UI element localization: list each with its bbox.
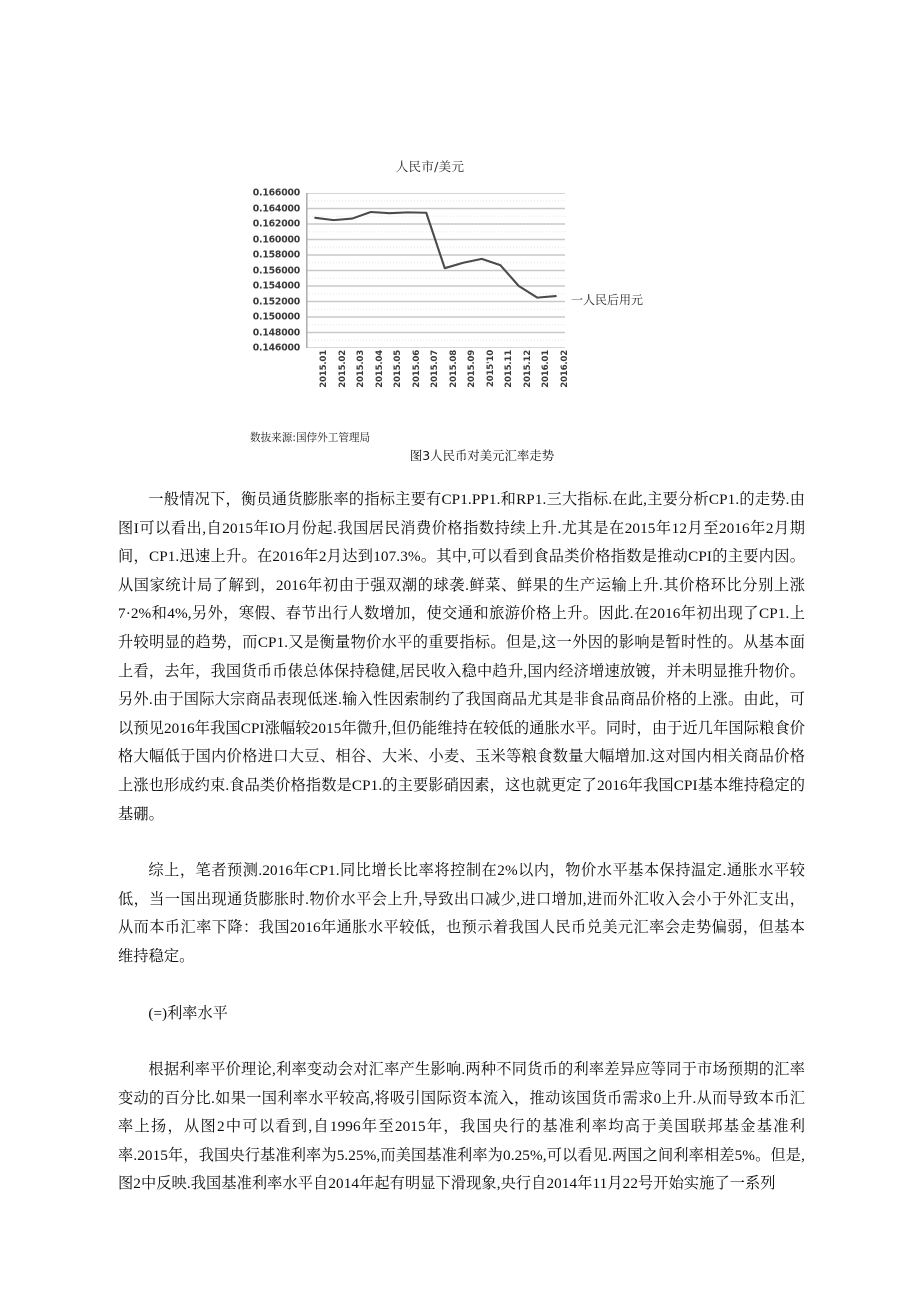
paragraph-cpi-analysis: 一般情况下，衡员通货膨胀率的指标主要有CP1.PP1.和RP1.三大指标.在此,主要分析CP1.的走势.由图I可以看出,自2015年IO月份起.我国居民消费价格指数持续上升.尤其是在2015年12月至2016年2月期间，CP1.迅速上升。在2016年2月达到107.3%。其中,可以看到食品类价格指数是推动CPI的主要内因。从国家统计局了解到，2016年初由于强双潮的球袭.鲜菜、鲜果的生产运输上升.其价格环比分别上涨7·2%和4%,另外，寒假、春节出行人数增加，使交通和旅游价格上升。因此.在2016年初出现了CP1.上升较明显的趋势，而CP1.又是衡量物价水平的重要指标。但是,这一外因的影响是暂时性的。从基本面上看，去年，我国货币币俵总体保持稳健,居民收入稳中趋升,国内经济增速放镀，并未明显推升物价。另外.由于国际大宗商品表现低迷.输入性因索制约了我国商品尤其是非食品商品价格的上涨。由此，可以预见2016年我国CPI涨幅较2015年微升,但仍能维持在较低的通胀水平。同时，由于近几年国际粮食价格大幅低于国内价格进口大豆、相谷、大米、小麦、玉米等粮食数量大幅增加.这对国内相关商品价格上涨也形成约束.食品类价格指数是CP1.的主要影硝因素，这也就更定了2016年我国CPI基本维持稳定的基硼。	[118, 491, 805, 823]
paragraph-spacer	[118, 829, 805, 857]
x-axis-tick-label: 2016.02	[559, 350, 570, 388]
x-axis-tick-label: 2015.04	[374, 350, 385, 388]
x-axis-tick-label: 2015.02	[337, 350, 348, 388]
chart-legend: 一人民后用元	[571, 293, 644, 307]
chart-title: 人民市/美元	[395, 159, 465, 174]
y-axis-tick-label: 0.166000	[252, 187, 300, 199]
x-axis-tick-label: 2015.06	[411, 350, 422, 388]
y-axis-tick-label: 0.148000	[252, 327, 300, 338]
paragraph-spacer	[118, 972, 805, 1000]
document-body	[118, 486, 805, 1199]
y-axis-tick-label: 0.160000	[252, 234, 300, 245]
chart-svg	[306, 193, 565, 348]
y-axis-tick-label: 0.158000	[252, 249, 300, 261]
y-axis-tick-label: 0.152000	[252, 296, 300, 307]
x-axis-tick-label: 2015.01	[319, 350, 330, 388]
figure-source: 数抜来源:国侼外工管理局	[250, 432, 371, 444]
y-axis-tick-label: 0.154000	[252, 280, 300, 292]
y-axis-labels	[244, 186, 302, 354]
figure-exchange-rate	[0, 0, 920, 470]
x-axis-tick-label: 2015.05	[393, 350, 404, 388]
figure-caption: 图3人民币对美元汇率走势	[409, 448, 555, 463]
paragraph-conclusion-inflation: 综上，笔者预测.2016年CP1.同比增长比率将控制在2%以内，物价水平基本保持温定.通胀水平较低，当一国出现通货膨胀时.物价水平会上升,导致出口减少,进口增加,进而外汇收入会小于外汇支出，从而本币汇率下降：我国2016年通胀水平较低，也预示着我国人民币兑美元汇率会走势偏弱，但基本维持稳定。	[118, 862, 805, 965]
x-axis-tick-label: 2016.01	[541, 350, 552, 388]
chart-plot-area	[306, 193, 565, 348]
y-axis-tick-label: 0.150000	[252, 311, 300, 323]
paragraph-interest-rate-parity: 根据利率平价理论,利率变动会对汇率产生影响.两种不同货币的利率差异应等同于市场预期的汇率变动的百分比.如果一国利率水平较高,将吸引国际资本流入，推动该国货币需求0上升.从而导致本币汇率上扬，从图2中可以看到,自1996年至2015年，我国央行的基准利率均高于美国联邦基金基准利率.2015年，我国央行基准利率为5.25%,而美国基准利率为0.25%,可以看见.两国之间利率相差5%。但是,图2中反映.我国基准利率水平自2014年起有明显下滑现象,央行自2014年11月22号开始实施了一系列	[118, 1061, 805, 1193]
y-axis-tick-label: 0.146000	[252, 342, 300, 354]
y-axis-tick-label: 0.164000	[252, 203, 300, 214]
x-axis-tick-label: 2015.07	[430, 350, 441, 388]
y-axis-tick-label: 0.156000	[252, 265, 300, 276]
x-axis-labels	[306, 350, 570, 412]
x-axis-tick-label: 2015.12	[522, 350, 533, 388]
chart-area	[244, 186, 574, 418]
x-axis-tick-label: 2015.09	[467, 350, 478, 388]
x-axis-tick-label: 2015.11	[504, 350, 515, 388]
x-axis-tick-label: 2015.03	[356, 350, 367, 388]
paragraph-spacer	[118, 1028, 805, 1056]
y-axis-tick-label: 0.162000	[252, 218, 300, 230]
section-heading-interest-rate: (=)利率水平	[148, 1004, 228, 1022]
x-axis-tick-label: 2015.08	[448, 350, 459, 388]
x-axis-tick-label: 2015'10	[485, 350, 496, 388]
